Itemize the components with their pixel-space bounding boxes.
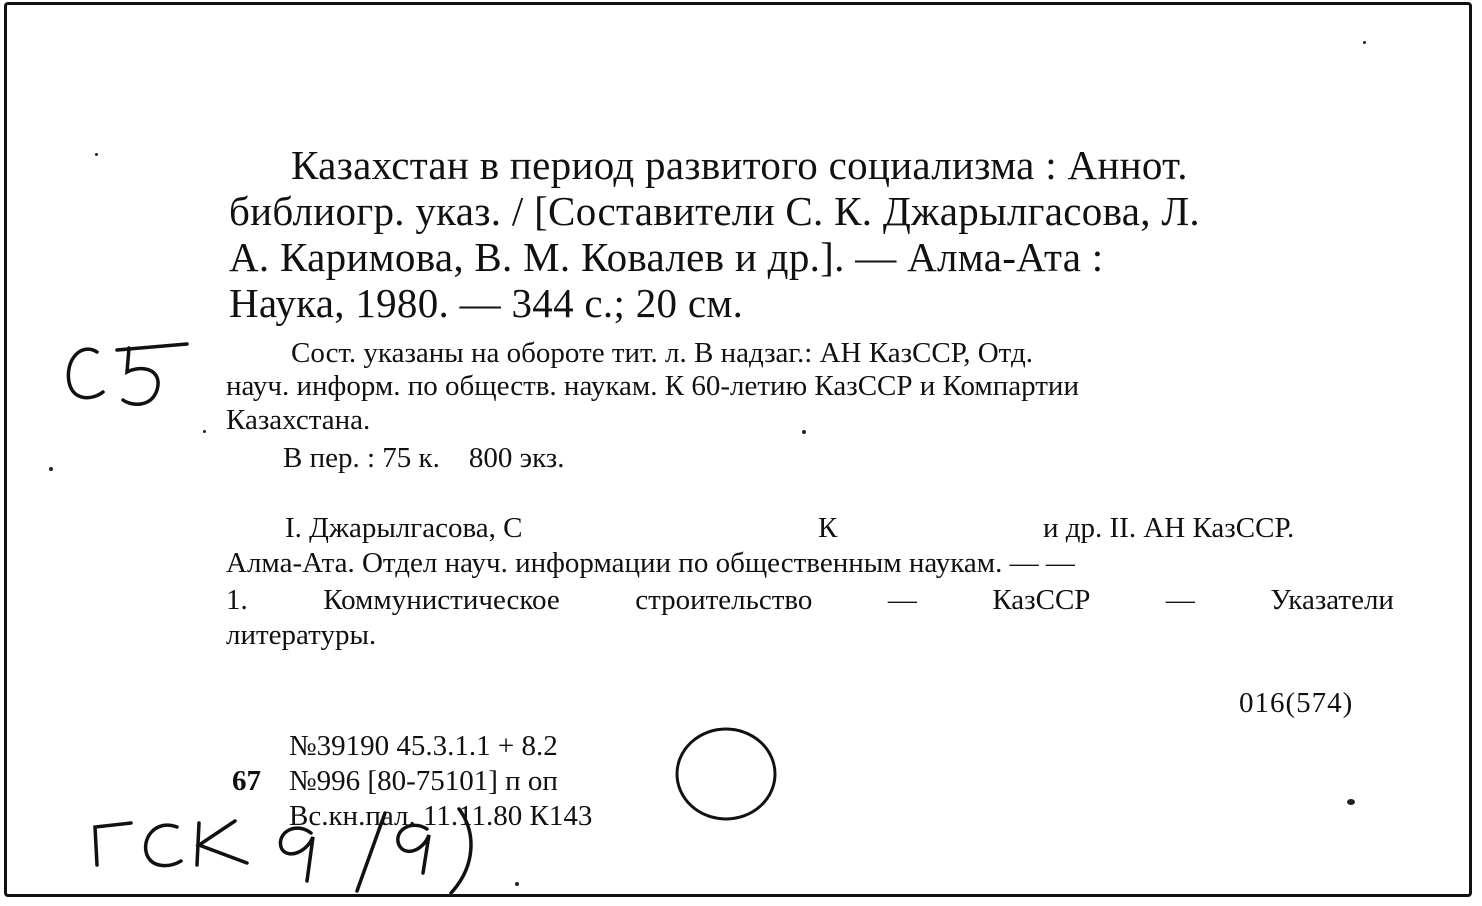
footer-line-3: Вс.кн.пал. 11.11.80 К143 bbox=[289, 800, 593, 832]
note-line-1: Сост. указаны на обороте тит. л. В надзаг.: АН КазССР, Отд. bbox=[291, 337, 1033, 369]
entry-line-3 bbox=[226, 584, 1394, 616]
speck bbox=[515, 882, 519, 886]
entry-line-3-part: Коммунистическое bbox=[323, 584, 560, 616]
handwritten-gsk-code bbox=[85, 803, 495, 898]
speck bbox=[95, 153, 98, 156]
entry-line-4: литературы. bbox=[226, 619, 377, 651]
entry-line-3-part: — bbox=[887, 584, 917, 616]
entry-line-3-part: строительство bbox=[635, 584, 813, 616]
title-line-1: Казахстан в период развитого социализма : Аннот. bbox=[291, 142, 1188, 188]
footer-line-1: №39190 45.3.1.1 + 8.2 bbox=[289, 730, 558, 762]
footer-line-2-number: 67 bbox=[232, 765, 261, 797]
note-line-3: Казахстана. bbox=[226, 404, 371, 436]
speck bbox=[49, 467, 53, 471]
handwritten-shelf-mark bbox=[59, 330, 199, 420]
title-line-2: библиогр. указ. / [Составители С. К. Джарылгасова, Л. bbox=[229, 188, 1200, 234]
entry-line-1c: и др. II. АН КазССР. bbox=[1043, 512, 1295, 544]
footer-line-2: №996 [80-75101] п оп bbox=[289, 765, 558, 797]
speck bbox=[1347, 799, 1355, 805]
entry-line-3-part: КазССР bbox=[992, 584, 1091, 616]
title-line-4: Наука, 1980. — 344 с.; 20 см. bbox=[229, 280, 744, 326]
entry-line-3-part: — bbox=[1165, 584, 1195, 616]
entry-line-1a: I. Джарылгасова, С bbox=[285, 512, 523, 544]
note-line-2: науч. информ. по обществ. наукам. К 60-летию КазССР и Компартии bbox=[226, 370, 1079, 402]
speck bbox=[1363, 41, 1366, 44]
catalog-card bbox=[4, 2, 1472, 897]
entry-line-3-part: 1. bbox=[226, 584, 248, 616]
title-line-3: А. Каримова, В. М. Ковалев и др.]. — Алма-Ата : bbox=[229, 234, 1104, 280]
price-line: В пер. : 75 к. 800 экз. bbox=[283, 442, 565, 474]
entry-line-1b: К bbox=[818, 512, 838, 544]
entry-line-2: Алма-Ата. Отдел науч. информации по общественным наукам. — — bbox=[226, 547, 1075, 579]
entry-line-3-part: Указатели bbox=[1270, 584, 1394, 616]
speck bbox=[802, 430, 806, 434]
classification-code: 016(574) bbox=[1239, 687, 1354, 719]
speck bbox=[203, 430, 206, 433]
circle-stamp bbox=[671, 719, 781, 829]
